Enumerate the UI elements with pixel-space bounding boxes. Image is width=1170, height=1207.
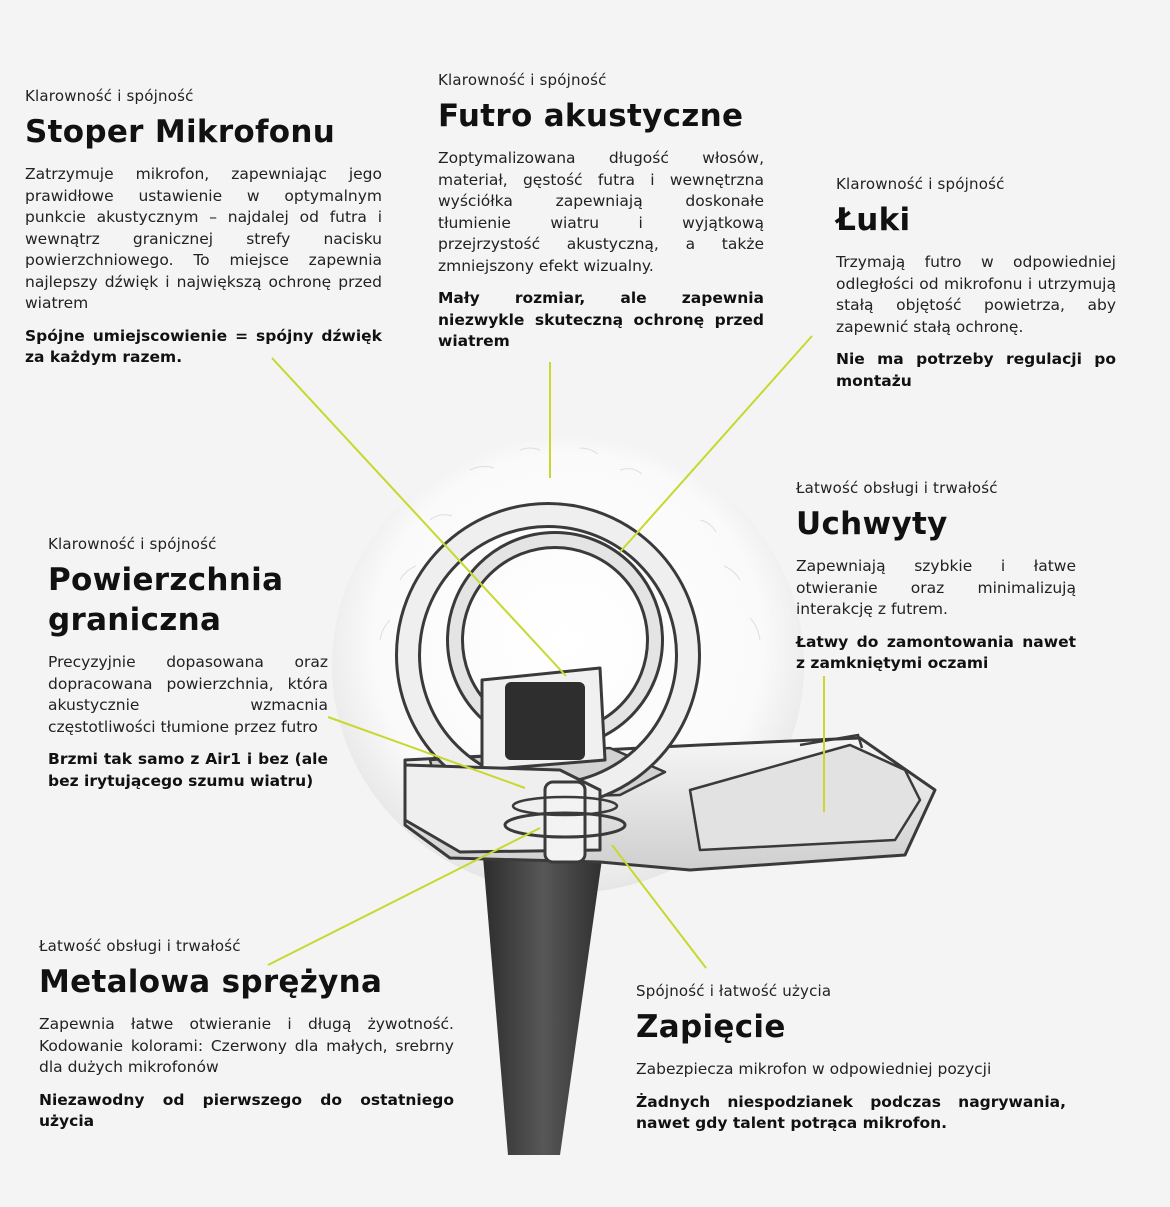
callout-title: Metalowa sprężyna [39, 964, 383, 1000]
callout-title: Powierzchnia graniczna [48, 562, 284, 638]
callout-category: Spójność i łatwość użycia [636, 982, 832, 1000]
callout-emphasis: Brzmi tak samo z Air1 i bez (ale bez irytującego szumu wiatru) [48, 750, 328, 790]
callout-emphasis: Nie ma potrzeby regulacji po montażu [836, 350, 1116, 390]
callout-title: Stoper Mikrofonu [25, 114, 336, 150]
callout-stoper [25, 86, 382, 369]
callout-title: Łuki [836, 202, 911, 238]
callout-description: Zabezpiecza mikrofon w odpowiedniej pozycji [636, 1060, 992, 1078]
callout-category: Klarowność i spójność [48, 535, 217, 553]
callout-category: Klarowność i spójność [438, 71, 607, 89]
callout-luki [836, 174, 1116, 392]
callout-title: Futro akustyczne [438, 98, 744, 134]
microphone-cable [482, 845, 604, 1155]
callout-futro [438, 70, 764, 353]
callout-uchwyty [796, 478, 1076, 675]
callout-emphasis: Niezawodny od pierwszego do ostatniego użycia [39, 1090, 454, 1130]
callout-emphasis: Mały rozmiar, ale zapewnia niezwykle skuteczną ochronę przed wiatrem [438, 289, 764, 350]
callout-description: Zatrzymuje mikrofon, zapewniając jego prawidłowe ustawienie w optymalnym punkcie akustycznym – najdalej od futra i wewnątrz granicznej strefy nacisku powierzchniowego. To miejsce zapewnia najlepszy dźwięk i największą ochronę przed wiatrem [25, 165, 382, 312]
callout-description: Zapewniają szybkie i łatwe otwieranie oraz minimalizują interakcję z futrem. [796, 557, 1076, 618]
callout-description: Precyzyjnie dopasowana oraz dopracowana powierzchnia, która akustycznie wzmacnia częstotliwości tłumione przez futro [48, 653, 328, 736]
callout-title: Uchwyty [796, 506, 948, 542]
callout-category: Łatwość obsługi i trwałość [796, 479, 998, 497]
callout-description: Zoptymalizowana długość włosów, materiał, gęstość futra i wewnętrzna wyściółka zapewniają doskonałe tłumienie wiatru i wyjątkową przejrzystość akustyczną, a także zmniejszony efekt wizualny. [438, 149, 764, 275]
callout-description: Trzymają futro w odpowiedniej odległości od mikrofonu i utrzymują stałą objętość powietrza, aby zapewnić stałą ochronę. [836, 253, 1116, 336]
callout-powierzchnia [48, 534, 328, 792]
callout-emphasis: Łatwy do zamontowania nawet z zamkniętymi oczami [796, 632, 1076, 672]
callout-category: Klarowność i spójność [836, 175, 1005, 193]
callout-description: Zapewnia łatwe otwieranie i długą żywotność. Kodowanie kolorami: Czerwony dla małych, srebrny dla dużych mikrofonów [39, 1015, 454, 1076]
callout-sprezyna [39, 936, 454, 1133]
callout-emphasis: Żadnych niespodzianek podczas nagrywania, nawet gdy talent potrąca mikrofon. [636, 1092, 1066, 1132]
callout-category: Łatwość obsługi i trwałość [39, 937, 241, 955]
callout-emphasis: Spójne umiejscowienie = spójny dźwięk za każdym razem. [25, 326, 382, 366]
spring-housing [545, 782, 585, 862]
callout-zapiecie [636, 981, 1066, 1135]
callout-category: Klarowność i spójność [25, 87, 194, 105]
callout-title: Zapięcie [636, 1009, 786, 1045]
microphone-capsule [505, 682, 585, 760]
